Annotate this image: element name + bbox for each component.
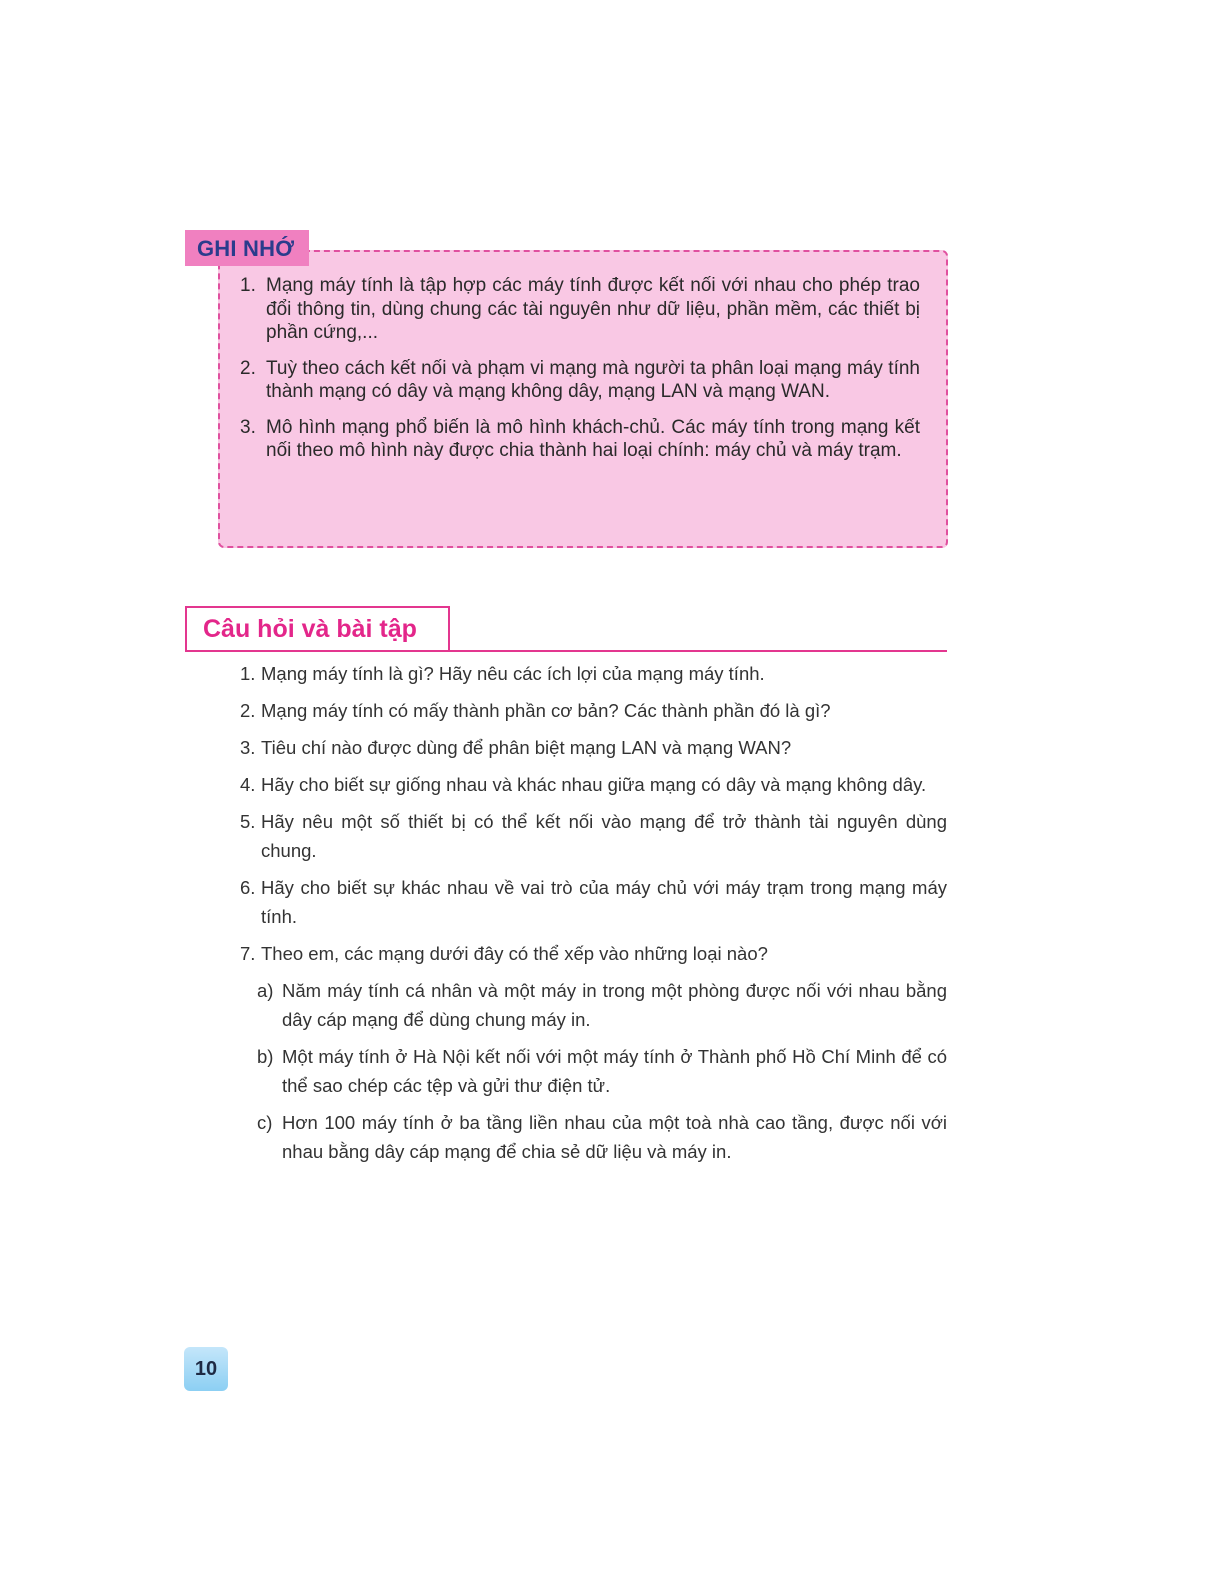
ghi-nho-item-text: Mô hình mạng phổ biến là mô hình khách-chủ. Các máy tính trong mạng kết nối theo mô hình này được chia thành hai loại chính: máy chủ và máy trạm. <box>266 416 920 461</box>
sub-question-label: a) <box>257 980 274 1001</box>
question-text: Hãy nêu một số thiết bị có thể kết nối vào mạng để trở thành tài nguyên dùng chung. <box>261 811 947 861</box>
ghi-nho-item-text: Mạng máy tính là tập hợp các máy tính được kết nối với nhau cho phép trao đổi thông tin, dùng chung các tài nguyên như dữ liệu, phần mềm, các thiết bị phần cứng,... <box>266 275 920 343</box>
question-text: Tiêu chí nào được dùng để phân biệt mạng LAN và mạng WAN? <box>261 737 792 758</box>
sub-question-item <box>257 1042 947 1100</box>
sub-question-item <box>257 1108 947 1166</box>
question-item <box>240 659 947 688</box>
question-number: 2. <box>240 700 256 721</box>
sub-question-label: b) <box>257 1046 274 1067</box>
question-number: 4. <box>240 774 256 795</box>
ghi-nho-list <box>240 274 920 475</box>
question-number: 6. <box>240 877 256 898</box>
sub-question-list <box>240 976 947 1166</box>
sub-question-label: c) <box>257 1112 273 1133</box>
question-text: Hãy cho biết sự khác nhau về vai trò của máy chủ với máy trạm trong mạng máy tính. <box>261 877 947 927</box>
question-item <box>240 733 947 762</box>
question-number: 7. <box>240 943 256 964</box>
question-text: Hãy cho biết sự giống nhau và khác nhau giữa mạng có dây và mạng không dây. <box>261 774 927 795</box>
ghi-nho-item-number: 3. <box>240 416 256 438</box>
question-item <box>240 939 947 968</box>
question-number: 5. <box>240 811 256 832</box>
question-number: 3. <box>240 737 256 758</box>
ghi-nho-item <box>240 274 920 345</box>
question-number: 1. <box>240 663 256 684</box>
sub-question-container <box>240 976 947 1166</box>
question-item <box>240 770 947 799</box>
sub-question-text: Năm máy tính cá nhân và một máy in trong một phòng được nối với nhau bằng dây cáp mạng để dùng chung máy in. <box>282 980 947 1030</box>
ghi-nho-item-number: 1. <box>240 275 256 296</box>
question-item <box>240 873 947 931</box>
question-item <box>240 696 947 725</box>
question-item <box>240 807 947 865</box>
sub-question-item <box>257 976 947 1034</box>
ghi-nho-item <box>240 357 920 404</box>
ghi-nho-item <box>240 416 920 463</box>
question-list <box>240 659 947 1174</box>
question-text: Theo em, các mạng dưới đây có thể xếp vào những loại nào? <box>261 943 768 964</box>
question-text: Mạng máy tính có mấy thành phần cơ bản? Các thành phần đó là gì? <box>261 700 831 721</box>
exercises-heading: Câu hỏi và bài tập <box>185 606 450 652</box>
question-text: Mạng máy tính là gì? Hãy nêu các ích lợi của mạng máy tính. <box>261 663 765 684</box>
ghi-nho-item-text: Tuỳ theo cách kết nối và phạm vi mạng mà người ta phân loại mạng máy tính thành mạng có dây và mạng không dây, mạng LAN và mạng WAN. <box>266 357 920 402</box>
sub-question-text: Hơn 100 máy tính ở ba tầng liền nhau của một toà nhà cao tầng, được nối với nhau bằng dây cáp mạng để chia sẻ dữ liệu và máy in. <box>282 1112 947 1162</box>
page-number-badge: 10 <box>184 1347 228 1391</box>
sub-question-text: Một máy tính ở Hà Nội kết nối với một máy tính ở Thành phố Hồ Chí Minh để có thể sao chép các tệp và gửi thư điện tử. <box>282 1046 947 1096</box>
ghi-nho-item-number: 2. <box>240 357 256 379</box>
ghi-nho-title: GHI NHỚ <box>185 230 309 266</box>
